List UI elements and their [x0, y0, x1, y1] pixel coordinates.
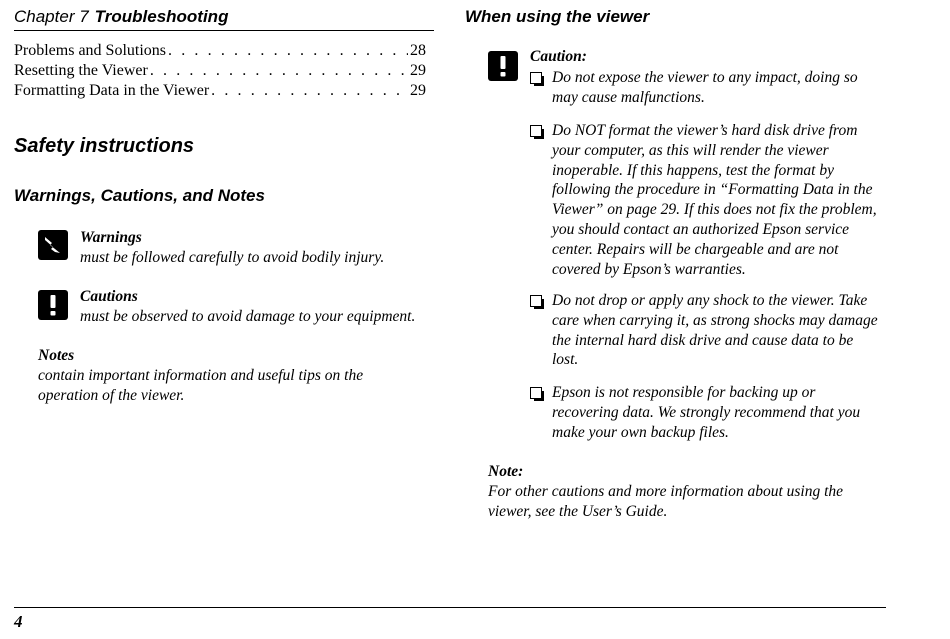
- text-line: your computer, as this will render the viewer: [552, 141, 829, 159]
- chapter-title: Troubleshooting: [94, 7, 229, 26]
- text-line: following the procedure in “Formatting Data in the: [552, 181, 873, 199]
- checkbox-bullet-icon: [530, 125, 542, 137]
- subsection-heading: Warnings, Cautions, and Notes: [14, 186, 265, 205]
- text-line: center. Repairs will be chargeable and are not: [552, 240, 839, 258]
- cautions-title: Cautions: [80, 288, 138, 305]
- viewer-heading: When using the viewer: [465, 7, 650, 26]
- lightning-bolt-icon: [38, 230, 68, 260]
- notes-note: [38, 346, 363, 406]
- warnings-text: must be followed carefully to avoid bodily injury.: [80, 249, 385, 266]
- text-line: make your own backup files.: [552, 423, 729, 441]
- text-line: care when carrying it, as strong shocks may damage: [552, 311, 878, 329]
- notes-text-line: operation of the viewer.: [38, 387, 185, 404]
- note-text-line: For other cautions and more information about using the: [488, 483, 844, 500]
- text-line: Epson is not responsible for backing up or: [552, 384, 816, 401]
- list-item: [530, 68, 890, 108]
- chapter-label: [14, 7, 228, 27]
- toc-label: Formatting Data in the Viewer: [14, 82, 210, 99]
- list-item-text: [552, 383, 890, 442]
- text-line: covered by Epson’s warranties.: [552, 260, 746, 278]
- toc-label: Problems and Solutions: [14, 42, 167, 59]
- text-line: Do NOT format the viewer’s hard disk drive from: [552, 122, 858, 139]
- text-line: recovering data. We strongly recommend that you: [552, 403, 861, 421]
- toc-leader: [211, 82, 408, 100]
- list-item: [530, 383, 890, 442]
- exclamation-icon: [38, 290, 68, 320]
- viewer-note: [488, 462, 888, 522]
- text-line: you should contact an authorized Epson service: [552, 220, 850, 238]
- toc-page: 29: [410, 82, 426, 99]
- checkbox-bullet-icon: [530, 295, 542, 307]
- note-text-line: viewer, see the User’s Guide.: [488, 503, 668, 520]
- text-line: may cause malfunctions.: [552, 88, 705, 106]
- toc-entry-problems[interactable]: [14, 42, 426, 62]
- list-item: [530, 121, 890, 279]
- toc-label: Resetting the Viewer: [14, 62, 148, 79]
- cautions-note: [80, 287, 415, 327]
- text-line: Viewer” on page 29. If this does not fix the problem,: [552, 201, 877, 219]
- text-line: the internal hard disk drive and cause data to be: [552, 331, 854, 349]
- cautions-text: must be observed to avoid damage to your equipment.: [80, 308, 416, 325]
- page-number: 4: [14, 612, 23, 631]
- toc-entry-formatting[interactable]: [14, 82, 426, 102]
- note-title: Note:: [488, 463, 524, 480]
- text-line: inoperable. If this happens, test the format by: [552, 161, 834, 179]
- notes-title: Notes: [38, 347, 75, 364]
- toc-leader: [150, 62, 408, 80]
- notes-text-line: contain important information and useful tips on the: [38, 367, 364, 384]
- text-line: Do not drop or apply any shock to the viewer. Take: [552, 292, 868, 309]
- chapter-number: Chapter 7: [14, 7, 89, 26]
- warnings-title: Warnings: [80, 229, 142, 246]
- toc-entry-resetting[interactable]: [14, 62, 426, 82]
- list-item-text: [552, 121, 890, 279]
- warnings-note: [80, 228, 384, 268]
- text-line: lost.: [552, 351, 579, 369]
- list-item-text: [552, 68, 890, 108]
- chapter-header: [14, 6, 434, 31]
- list-item-text: [552, 291, 890, 370]
- caution-title: Caution:: [530, 48, 587, 65]
- toc-leader: [168, 42, 408, 60]
- list-item: [530, 291, 890, 370]
- text-line: Do not expose the viewer to any impact, doing so: [552, 69, 858, 86]
- checkbox-bullet-icon: [530, 387, 542, 399]
- checkbox-bullet-icon: [530, 72, 542, 84]
- exclamation-icon: [488, 51, 518, 81]
- toc-page: 29: [410, 62, 426, 79]
- toc-page: 28: [410, 42, 426, 59]
- footer-divider: [14, 607, 886, 608]
- section-heading: Safety instructions: [14, 135, 195, 157]
